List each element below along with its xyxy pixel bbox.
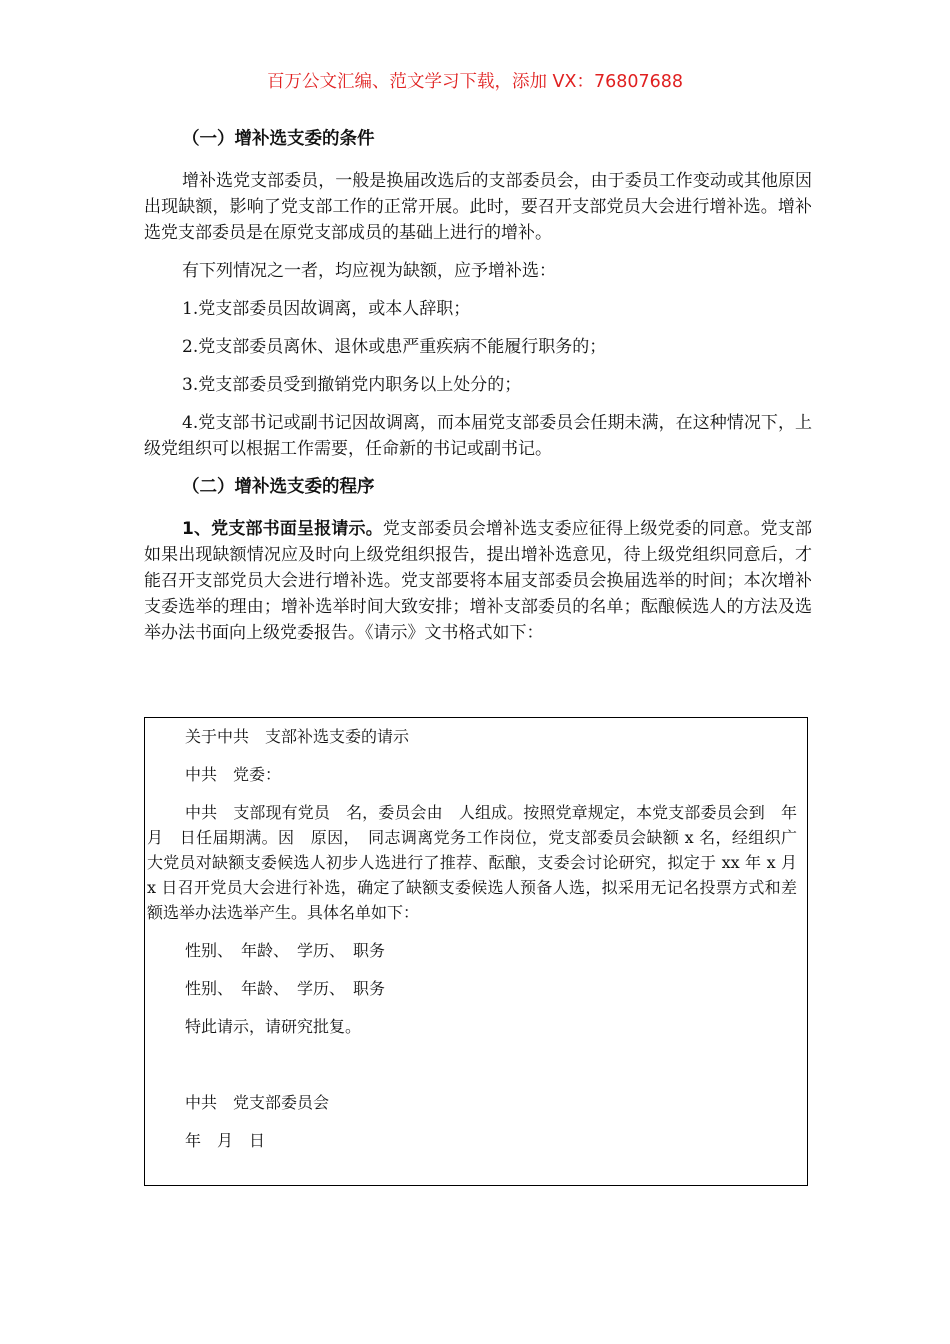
procedure-step-1-title: 1、党支部书面呈报请示。: [182, 519, 383, 539]
header-notice: 百万公文汇编、范文学习下载，添加 VX：76807688: [266, 72, 684, 92]
conditions-intro-paragraph: 增补选党支部委员，一般是换届改选后的支部委员会，由于委员工作变动或其他原因出现缺额，影响了党支部工作的正常开展。此时，要召开支部党员大会进行增补选。增补选党支部委员是在原党支部成员的基础上进行的增补。: [144, 171, 812, 243]
section-heading-conditions: （一）增补选支委的条件: [182, 129, 375, 149]
request-template-box: [144, 717, 814, 1186]
procedure-step-1-paragraph: [144, 516, 812, 646]
request-addressee: 中共 党委：: [185, 765, 282, 784]
request-signature: 中共 党支部委员会: [185, 1093, 330, 1112]
condition-item-3: 3.党支部委员受到撤销党内职务以上处分的；: [182, 375, 522, 395]
spacer: [147, 1052, 797, 1090]
request-title: 关于中共 支部补选支委的请示: [185, 727, 410, 746]
condition-item-1: 1.党支部委员因故调离，或本人辞职；: [182, 299, 471, 319]
condition-item-2: 2.党支部委员离休、退休或患严重疾病不能履行职务的；: [182, 337, 607, 357]
request-body: 中共 支部现有党员 名，委员会由 人组成。按照党章规定，本党支部委员会到 年 月 日任届期满。因 原因， 同志调离党务工作岗位，党支部委员会缺额 x 名，经组织广大党员对缺额支委候选人初步人选进行了推荐、酝酿，支委会讨论研究，拟定于 xx 年 x 月 x 日召开党员大会进行补选，确定了缺额支委候选人预备人选，拟采用无记名投票方式和差额选举办法选举产生。具体名单如下：: [147, 803, 814, 922]
request-closing: 特此请示，请研究批复。: [185, 1017, 362, 1036]
candidate-line-1: 性别、 年龄、 学历、 职务: [185, 941, 386, 960]
request-date: 年 月 日: [185, 1131, 266, 1150]
conditions-lead-paragraph: 有下列情况之一者，均应视为缺额，应予增补选：: [182, 261, 556, 281]
document-body: [144, 126, 812, 658]
candidate-line-2: 性别、 年龄、 学历、 职务: [185, 979, 386, 998]
procedure-step-1-text: 党支部委员会增补选支委应征得上级党委的同意。党支部如果出现缺额情况应及时向上级党组织报告，提出增补选意见，待上级党组织同意后，才能召开支部党员大会进行增补选。党支部要将本届支部委员会换届选举的时间；本次增补支委选举的理由；增补选举时间大致安排；增补支部委员的名单；酝酿候选人的方法及选举办法书面向上级党委报告。《请示》文书格式如下：: [144, 519, 813, 643]
condition-item-4: 4.党支部书记或副书记因故调离，而本届党支部委员会任期未满，在这种情况下，上级党组织可以根据工作需要，任命新的书记或副书记。: [144, 413, 812, 459]
section-heading-procedure: （二）增补选支委的程序: [182, 477, 375, 497]
